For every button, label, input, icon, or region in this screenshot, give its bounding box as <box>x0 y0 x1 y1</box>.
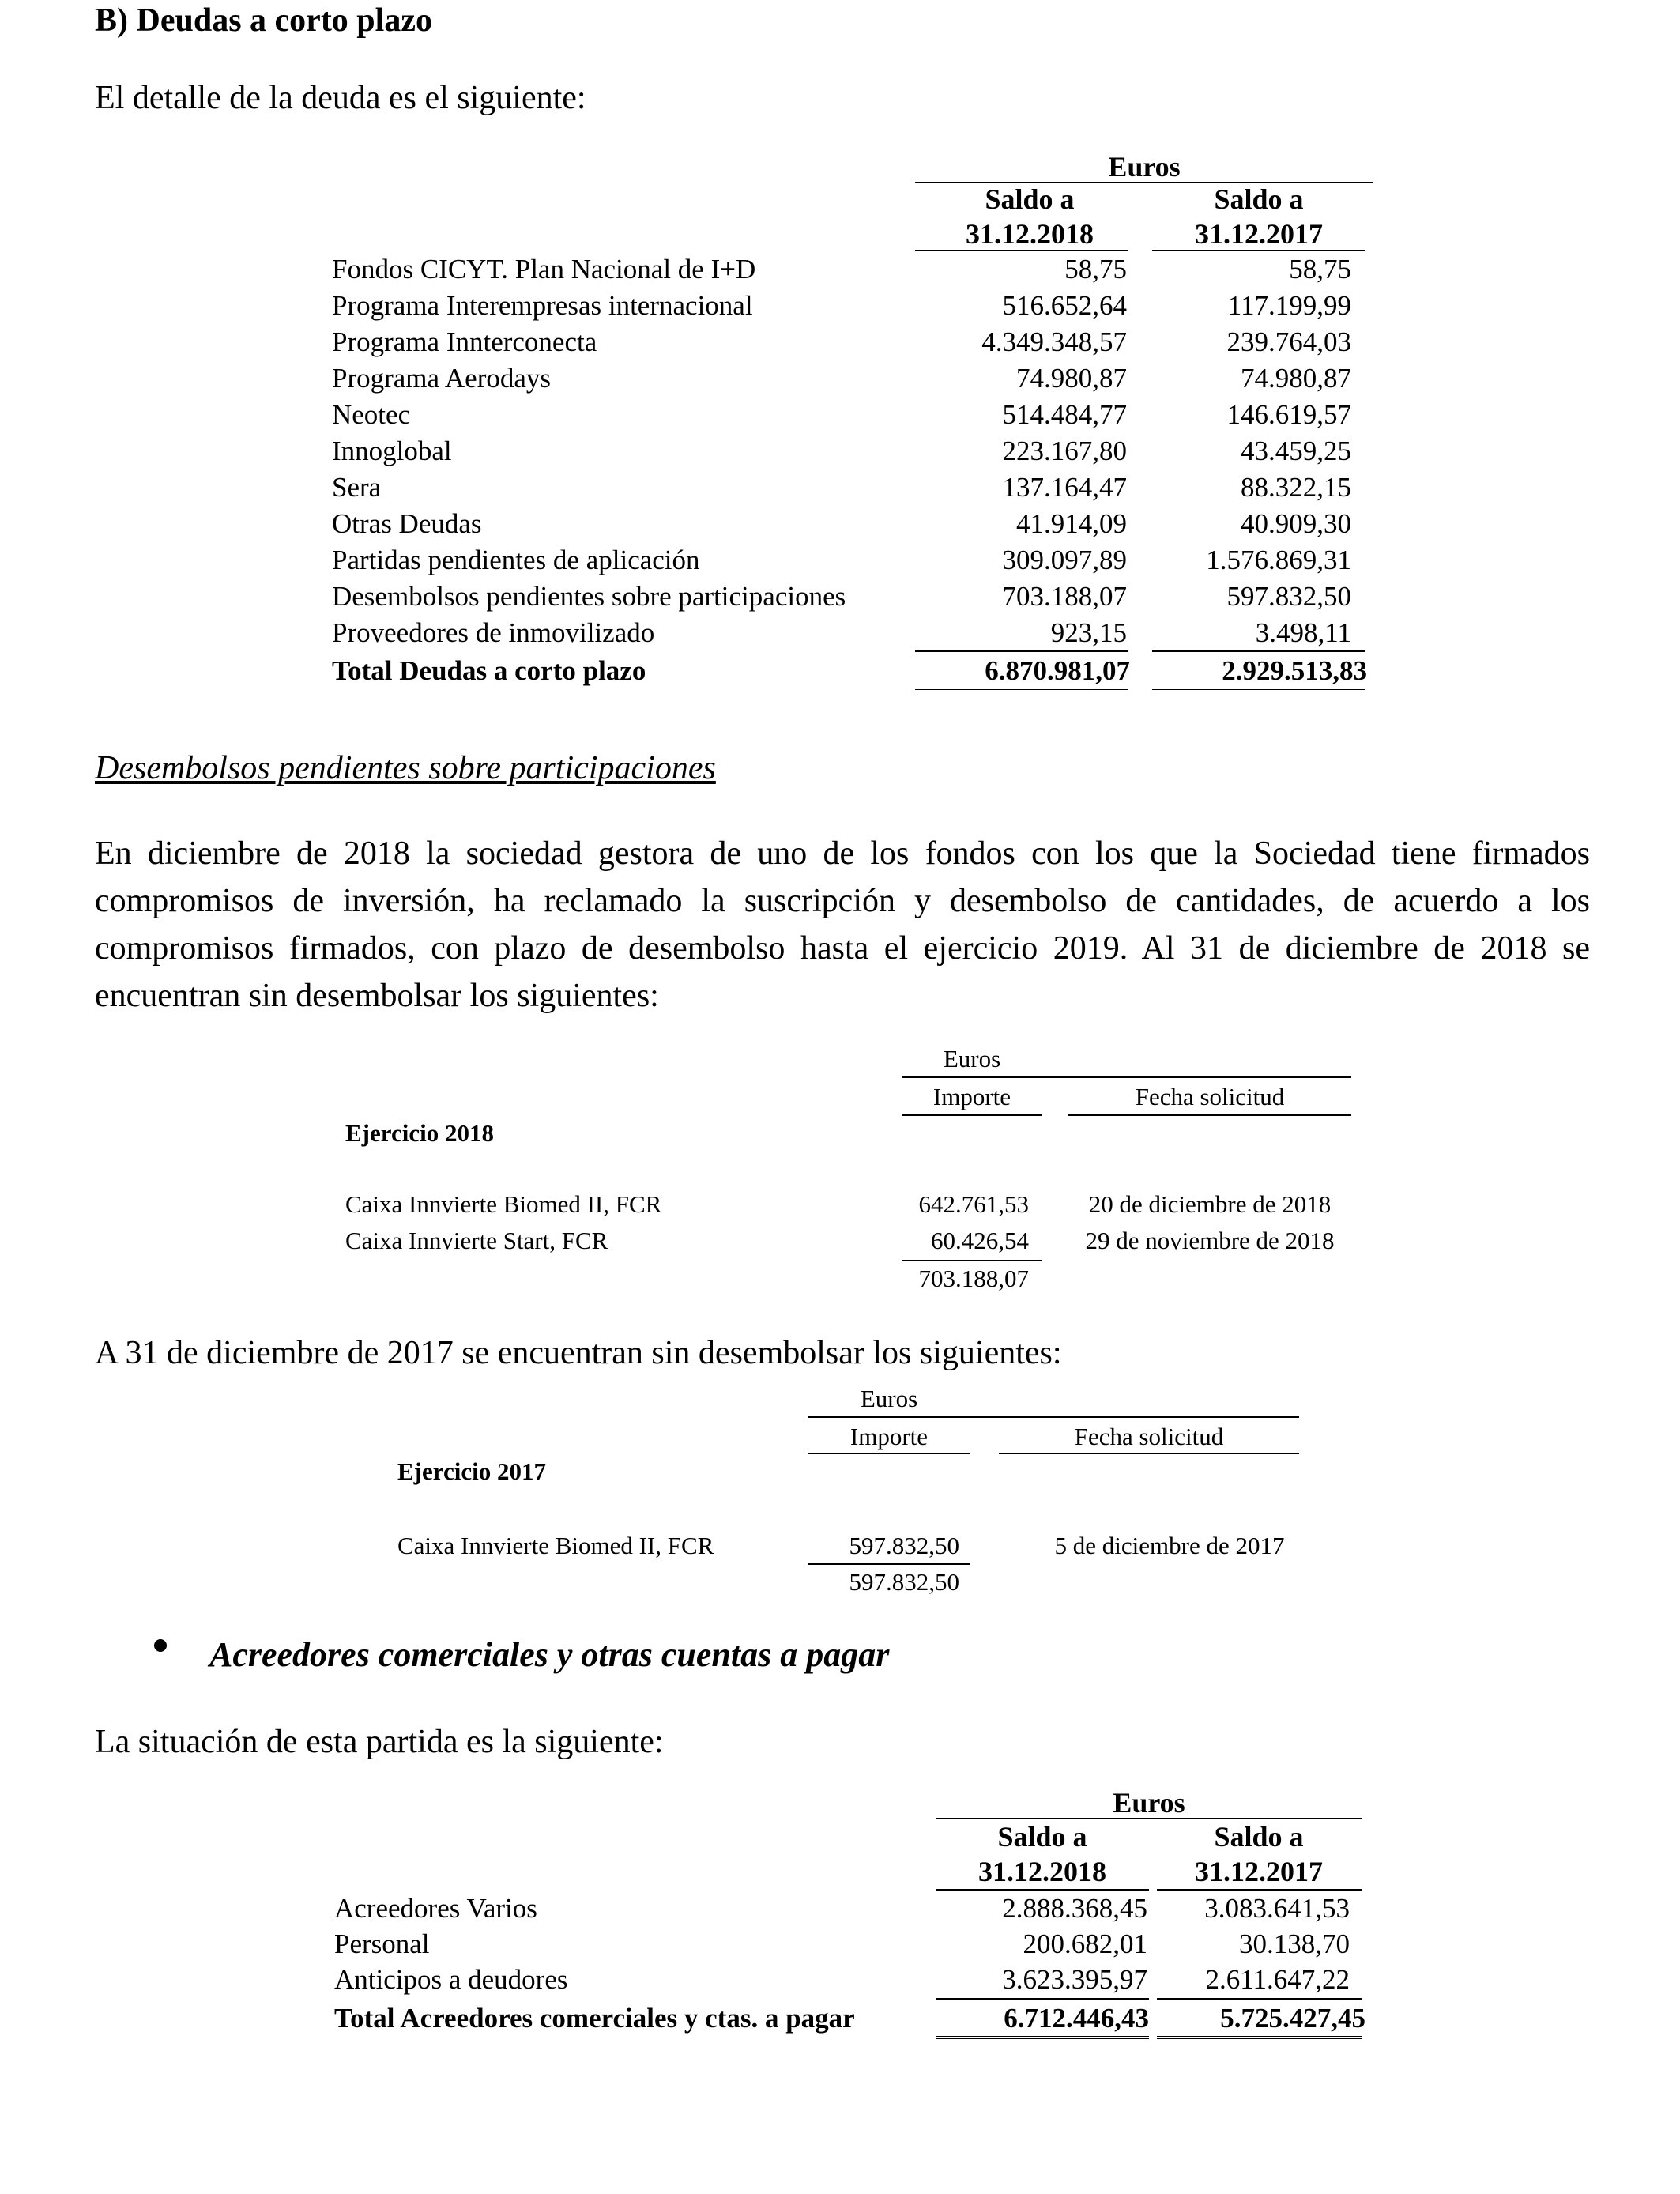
paragraph-1 <box>95 830 1590 1020</box>
table4-row-2017: 3.083.641,53 <box>1204 1893 1350 1924</box>
table4-unit: Euros <box>1113 1787 1185 1819</box>
paragraph-3: La situación de esta partida es la siguiente: <box>95 1724 664 1760</box>
table2-row-2-amount: 60.426,54 <box>931 1227 1029 1254</box>
table2-row-2-label: Caixa Innvierte Start, FCR <box>345 1227 608 1254</box>
table1-row-2017: 239.764,03 <box>1226 326 1351 357</box>
table2-col-amount-rule <box>902 1114 1042 1116</box>
table1-row-2017: 88.322,15 <box>1241 472 1351 503</box>
table1-row-2018: 137.164,47 <box>1002 472 1127 503</box>
table1-row-label: Programa Innterconecta <box>332 326 597 357</box>
table4-total-rule-2017 <box>1157 2036 1362 2042</box>
table1-row-2017: 58,75 <box>1289 254 1351 285</box>
table1-row-label: Neotec <box>332 399 411 430</box>
table2-total: 703.188,07 <box>918 1265 1029 1292</box>
table2-unit-rule <box>902 1076 1351 1078</box>
table1-row-2017: 117.199,99 <box>1227 290 1351 321</box>
table1-row-2018: 74.980,87 <box>1016 363 1127 394</box>
table1-row-2018: 58,75 <box>1064 254 1127 285</box>
paragraph-2: A 31 de diciembre de 2017 se encuentran sin desembolsar los siguientes: <box>95 1335 1062 1371</box>
table1-row-2018: 516.652,64 <box>1002 290 1127 321</box>
table1-row-label: Otras Deudas <box>332 508 482 539</box>
table1-col-2017-line2: 31.12.2017 <box>1195 218 1323 250</box>
table3-col-amount-rule <box>808 1453 970 1454</box>
table1-row-2017: 74.980,87 <box>1241 363 1351 394</box>
table4-row-2018: 2.888.368,45 <box>1002 1893 1147 1924</box>
table2-row-2-date: 29 de noviembre de 2018 <box>1085 1227 1335 1254</box>
table4-row-label: Anticipos a deudores <box>334 1964 568 1995</box>
table1-row-2018: 703.188,07 <box>1002 581 1127 612</box>
table1-row-2017: 43.459,25 <box>1241 435 1351 466</box>
table4-col-2017 <box>1152 1819 1365 1889</box>
table1-total-2017: 2.929.513,83 <box>1222 655 1367 686</box>
table4-row-label: Acreedores Varios <box>334 1893 537 1924</box>
table2-col-date: Fecha solicitud <box>1135 1083 1285 1110</box>
table1-row-label: Fondos CICYT. Plan Nacional de I+D <box>332 254 756 285</box>
table4-row-2017: 2.611.647,22 <box>1205 1964 1350 1995</box>
table2-row-1-date: 20 de diciembre de 2018 <box>1088 1190 1332 1218</box>
table1-row-2017: 3.498,11 <box>1255 617 1351 648</box>
table1-row-2017: 597.832,50 <box>1226 581 1351 612</box>
table2-col-amount: Importe <box>932 1083 1011 1110</box>
table4-total-label: Total Acreedores comerciales y ctas. a pagar <box>334 2003 855 2034</box>
table3-row-1-date: 5 de diciembre de 2017 <box>1054 1532 1285 1559</box>
table4-col-2018-line1: Saldo a <box>997 1821 1087 1853</box>
table3-total-rule <box>808 1563 970 1565</box>
table3-unit-rule <box>808 1416 1299 1418</box>
table3-unit: Euros <box>860 1385 918 1412</box>
subheading: Desembolsos pendientes sobre participaciones <box>95 750 716 786</box>
table4-row-2017: 30.138,70 <box>1239 1928 1350 1959</box>
table1-col-2018 <box>915 182 1144 251</box>
table2-unit: Euros <box>943 1045 1001 1072</box>
table1-total-2018: 6.870.981,07 <box>985 655 1130 686</box>
table2-row-1-label: Caixa Innvierte Biomed II, FCR <box>345 1190 662 1218</box>
table4-total-2017: 5.725.427,45 <box>1220 2003 1365 2034</box>
table4-row-2018: 3.623.395,97 <box>1002 1964 1147 1995</box>
table1-total-rule-2018 <box>915 689 1128 696</box>
section-heading: B) Deudas a corto plazo <box>95 2 432 39</box>
table3-total: 597.832,50 <box>849 1568 959 1596</box>
table1-total-label: Total Deudas a corto plazo <box>332 655 646 686</box>
table3-col-date: Fecha solicitud <box>1074 1423 1224 1450</box>
table4-row-label: Personal <box>334 1928 430 1959</box>
table1-row-2017: 1.576.869,31 <box>1206 545 1351 575</box>
bullet-icon <box>154 1639 167 1652</box>
table3-row-1-amount: 597.832,50 <box>849 1532 959 1559</box>
table1-unit: Euros <box>1108 151 1181 183</box>
table1-row-2018: 223.167,80 <box>1002 435 1127 466</box>
table2-total-rule <box>902 1260 1042 1261</box>
table1-row-2018: 309.097,89 <box>1002 545 1127 575</box>
table3-row-1-label: Caixa Innvierte Biomed II, FCR <box>397 1532 714 1559</box>
table4-row-2018: 200.682,01 <box>1023 1928 1147 1959</box>
table4-col-2017-line2: 31.12.2017 <box>1195 1856 1323 1887</box>
table1-col-2017-line1: Saldo a <box>1214 183 1304 215</box>
table2-col-date-rule <box>1068 1114 1351 1116</box>
table1-row-label: Innoglobal <box>332 435 452 466</box>
table3-col-amount: Importe <box>849 1423 929 1450</box>
table1-row-label: Programa Aerodays <box>332 363 552 394</box>
table1-col-2017 <box>1144 182 1373 251</box>
table1-row-label: Programa Interempresas internacional <box>332 290 753 321</box>
table4-total-2018: 6.712.446,43 <box>1004 2003 1149 2034</box>
bullet-heading: Acreedores comerciales y otras cuentas a pagar <box>209 1635 890 1674</box>
table4-col-2018-line2: 31.12.2018 <box>978 1856 1106 1887</box>
table1-row-2018: 514.484,77 <box>1002 399 1127 430</box>
table4-subtotal-rule-2017 <box>1157 1998 1362 2000</box>
table1-row-label: Proveedores de inmovilizado <box>332 617 655 648</box>
table1-row-label: Desembolsos pendientes sobre participaciones <box>332 581 846 612</box>
table1-row-2018: 41.914,09 <box>1016 508 1127 539</box>
table4-subtotal-rule-2018 <box>936 1998 1149 2000</box>
table2-row-1-amount: 642.761,53 <box>918 1190 1029 1218</box>
table1-row-2018: 4.349.348,57 <box>981 326 1127 357</box>
table1-row-2018: 923,15 <box>1050 617 1127 648</box>
table2-year-label: Ejercicio 2018 <box>345 1119 494 1147</box>
paragraph-1-text: En diciembre de 2018 la sociedad gestora de uno de los fondos con los que la Sociedad tiene firmados compromisos de inversión, ha reclamado la suscripción y desembolso de cantidades, de acuerdo a los compromisos firmados, con plazo de desembolso hasta el ejercicio 2019. Al 31 de diciembre de 2018 se encuentran sin desembolsar los siguientes: <box>95 835 1590 1014</box>
table1-row-label: Sera <box>332 472 382 503</box>
table1-col-2018-line2: 31.12.2018 <box>966 218 1094 250</box>
table4-col-2017-line1: Saldo a <box>1214 1821 1304 1853</box>
table1-col-2018-line1: Saldo a <box>985 183 1075 215</box>
table1-subtotal-rule-2017 <box>1152 650 1365 652</box>
table1-total-rule-2017 <box>1152 689 1365 696</box>
table1-subtotal-rule-2018 <box>915 650 1128 652</box>
table3-year-label: Ejercicio 2017 <box>397 1457 546 1485</box>
table1-row-2017: 146.619,57 <box>1226 399 1351 430</box>
table4-col-2018 <box>936 1819 1149 1889</box>
table1-row-label: Partidas pendientes de aplicación <box>332 545 700 575</box>
intro-text: El detalle de la deuda es el siguiente: <box>95 80 586 116</box>
table3-col-date-rule <box>999 1453 1299 1454</box>
table4-total-rule-2018 <box>936 2036 1149 2042</box>
table1-row-2017: 40.909,30 <box>1241 508 1351 539</box>
